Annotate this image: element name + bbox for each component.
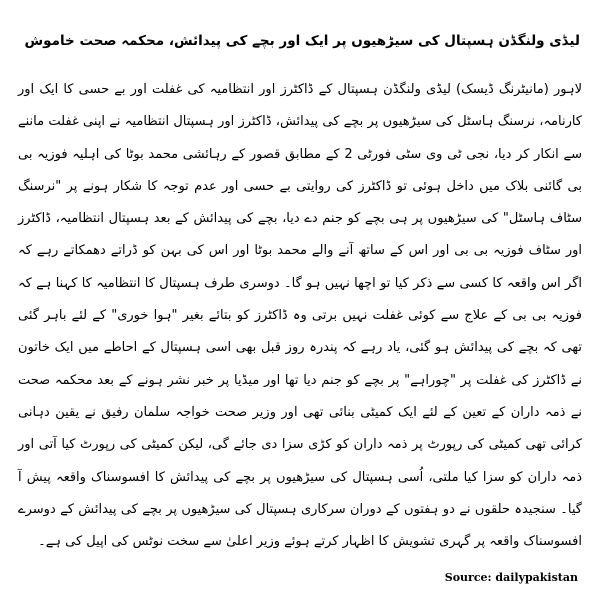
source-credit: Source: dailypakistan: [444, 571, 578, 584]
article-body: لاہور (مانیٹرنگ ڈیسک) لیڈی ولنگڈن ہسپتال کے ڈاکٹرز اور انتظامیہ کی غفلت اور بے حسی کا ایک اور کارنامہ، نرسنگ ہاسٹل کی سیڑھیوں پر بچے کی پیدائش، ڈاکٹرز اور ہسپتال انتظامیہ نے اپنی غفلت ماننے سے انکار کر دیا، نجی ٹی وی سٹی فورٹی 2 کے مطابق قصور کے رہائشی محمد بوٹا کی اہلیہ فوزیہ بی بی گائنی بلاک میں داخل ہوئی تو ڈاکٹرز کی روایتی بے حسی اور عدم توجہ کا شکار ہونے پر "نرسنگ سٹاف ہاسٹل" کی سیڑھیوں پر ہی بچے کو جنم دے دیا، بچے کی پیدائش کے بعد ہسپتال انتظامیہ، ڈاکٹرز اور سٹاف فوزیہ بی بی اور اس کے ساتھ آنے والے محمد بوٹا اور اس کی بہن کو ڈراتے دھمکاتے رہے کہ اگر اس واقعہ کا کسی سے ذکر کیا تو اچھا نہیں ہو گا۔ دوسری طرف ہسپتال کا انتظامیہ کا کہنا ہے کہ فوزیہ بی بی کے علاج سے کوئی غفلت نہیں برتی وہ ڈاکٹرز کو بتائے بغیر "ہوا خوری" کے لئے باہر گئی تھی کہ بچے کی پیدائش ہو گئی، یاد رہے کہ پندرہ روز قبل بھی اسی ہسپتال کے احاطے میں ایک خاتون نے ڈاکٹرز کی غفلت پر "چوراہے" پر بچے کو جنم دیا تھا اور میڈیا پر خبر نشر ہونے کے بعد محکمہ صحت نے ذمہ داران کے تعین کے لئے ایک کمیٹی بنائی تھی اور وزیر صحت خواجہ سلمان رفیق نے یقین دہانی کرائی تھی کمیٹی کی رپورٹ پر ذمہ داران کو کڑی سزا دی جائے گی، لیکن کمیٹی کی رپورٹ کیا آتی اور ذمہ داران کو سزا کیا ملتی، اُسی ہسپتال کی سیڑھیوں پر بچے کی پیدائش کا افسوسناک واقعہ پیش آ گیا۔ سنجیدہ حلقوں نے دو ہفتوں کے دوران سرکاری ہسپتال کی سیڑھیوں پر بچے کی پیدائش کے دوسرے افسوسناک واقعہ پر گہری تشویش کا اظہار کرتے ہوئے وزیر اعلیٰ سے سخت نوٹس کی اپیل کی ہے۔: [18, 82, 583, 550]
article-headline: لیڈی ولنگڈن ہسپتال کی سیڑھیوں پر ایک اور بچے کی پیدائش، محکمہ صحت خاموش: [24, 33, 580, 49]
